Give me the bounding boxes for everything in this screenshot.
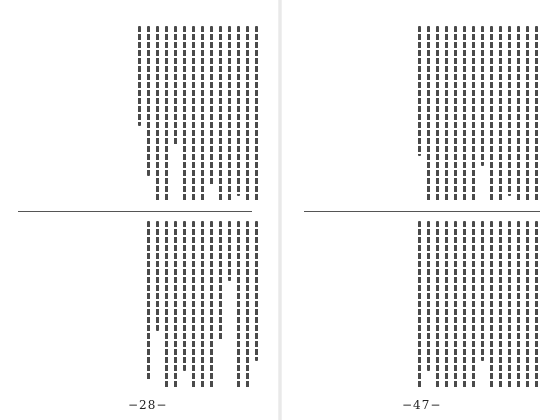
text-line (463, 221, 466, 389)
text-line (255, 221, 258, 361)
text-line (165, 26, 168, 202)
right-page-lower-text (302, 221, 538, 389)
text-line (490, 221, 493, 389)
text-line (418, 221, 421, 389)
text-line (490, 26, 493, 202)
text-line (246, 221, 249, 389)
text-line (147, 221, 150, 381)
left-page-upper-text (26, 26, 258, 202)
right-page-upper-text (302, 26, 538, 202)
text-line (228, 221, 231, 281)
text-line (255, 26, 258, 202)
text-line (472, 221, 475, 389)
right-page-divider (304, 211, 540, 212)
text-line (183, 221, 186, 371)
text-line (156, 221, 159, 331)
text-line (517, 26, 520, 202)
text-line (445, 221, 448, 389)
text-line (147, 26, 150, 176)
right-page (280, 0, 560, 420)
text-line (138, 26, 141, 126)
text-line (156, 26, 159, 202)
text-line (508, 221, 511, 389)
text-line (454, 26, 457, 202)
text-line (237, 26, 240, 196)
text-line (427, 221, 430, 371)
text-line (472, 26, 475, 202)
text-line (174, 221, 177, 389)
text-line (228, 26, 231, 202)
text-line (174, 26, 177, 146)
text-line (481, 26, 484, 166)
text-line (201, 221, 204, 389)
text-line (210, 221, 213, 389)
text-line (427, 26, 430, 202)
text-line (237, 221, 240, 389)
text-line (517, 221, 520, 389)
text-line (535, 221, 538, 389)
text-line (445, 26, 448, 202)
text-line (436, 26, 439, 202)
text-line (526, 221, 529, 389)
text-line (526, 26, 529, 202)
text-line (210, 26, 213, 186)
text-line (454, 221, 457, 389)
text-line (192, 221, 195, 389)
text-line (499, 26, 502, 202)
text-line (246, 26, 249, 202)
left-page-divider (18, 211, 252, 212)
text-line (481, 221, 484, 361)
text-line (165, 221, 168, 389)
text-line (418, 26, 421, 156)
text-line (183, 26, 186, 202)
text-line (201, 26, 204, 202)
left-page-lower-text (26, 221, 258, 389)
text-line (192, 26, 195, 202)
text-line (499, 221, 502, 389)
left-page-number: −28− (128, 398, 168, 412)
text-line (436, 221, 439, 389)
text-line (463, 26, 466, 202)
text-line (535, 26, 538, 202)
right-page-number: −47− (402, 398, 442, 412)
text-line (219, 26, 222, 202)
text-line (219, 221, 222, 341)
text-line (508, 26, 511, 196)
